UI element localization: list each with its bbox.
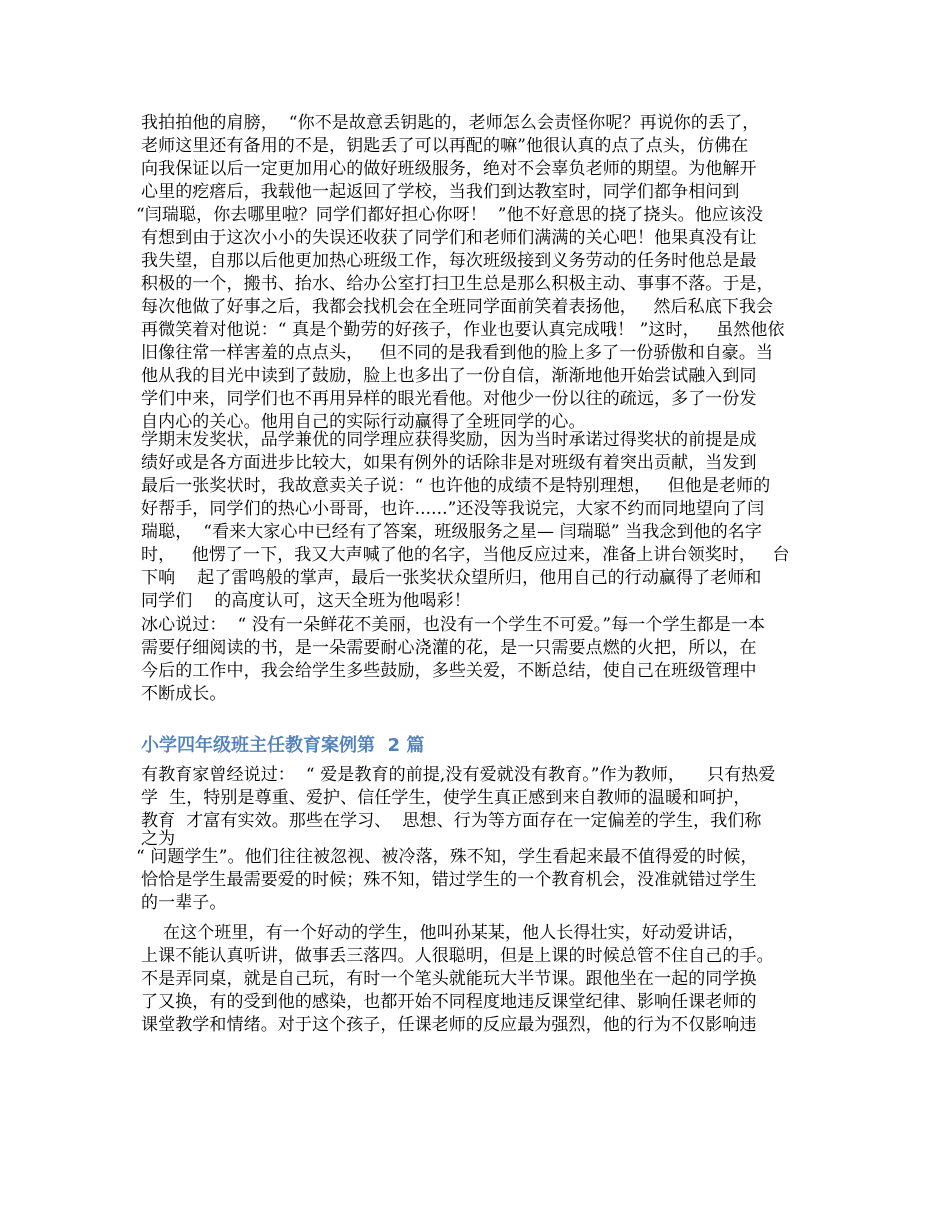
paragraph-line: 每次他做了好事之后，我都会找机会在全班同学面前笑着表扬他， 然后私底下我会 <box>141 297 774 317</box>
paragraph-line: 我拍拍他的肩膀， “你不是故意丢钥匙的，老师怎么会责怪你呢？再说你的丢了， <box>141 113 760 133</box>
paragraph-line: 有想到由于这次小小的失误还收获了同学们和老师们满满的关心吧！他果真没有让 <box>141 228 757 248</box>
paragraph-line: 旧像往常一样害羞的点点头， 但不同的是我看到他的脸上多了一份骄傲和自豪。当 <box>141 343 774 363</box>
paragraph-line: 课堂教学和情绪。对于这个孩子，任课老师的反应最为强烈，他的行为不仅影响违 <box>141 1015 757 1035</box>
paragraph-line: 老师这里还有备用的不是，钥匙丢了可以再配的嘛”他很认真的点了点头，仿佛在 <box>141 136 749 156</box>
paragraph-line: 绩好或是各方面进步比较大，如果有例外的话除非是对班级有着突出贡献，当发到 <box>141 453 757 473</box>
paragraph-line: 上课不能认真听讲，做事丢三落四。人很聪明，但是上课的时候总管不住自己的手。 <box>141 946 774 966</box>
paragraph-line: 学期末发奖状，品学兼优的同学理应获得奖励，因为当时承诺过得奖状的前提是成 <box>141 430 757 450</box>
paragraph-line: 向我保证以后一定更加用心的做好班级服务，绝对不会辜负老师的期望。为他解开 <box>141 159 757 179</box>
section-heading <box>141 733 424 759</box>
paragraph-line: 学们中来，同学们也不再用异样的眼光看他。对他少一份以往的疏远，多了一份发 <box>141 389 757 409</box>
paragraph-line: 最后一张奖状时，我故意卖关子说：“ 也许他的成绩不是特别理想， 但他是老师的 <box>141 476 771 496</box>
heading-number: 2 <box>387 734 401 756</box>
paragraph-line: 教育 才富有实效。那些在学习、 思想、行为等方面存在一定偏差的学生，我们称 <box>141 811 762 831</box>
paragraph-line: 学 生，特别是尊重、爱护、信任学生，使学生真正感到来自教师的温暖和呵护， <box>141 788 751 808</box>
paragraph-line: 冰心说过： “ 没有一朵鲜花不美丽，也没有一个学生不可爱。”每一个学生都是一本 <box>141 615 766 635</box>
paragraph-line: 时， 他愣了一下，我又大声喊了他的名字，当他反应过来，准备上讲台领奖时， 台 <box>141 545 790 565</box>
paragraph-line: 今后的工作中，我会给学生多些鼓励，多些关爱，不断总结，使自己在班级管理中 <box>141 661 757 681</box>
paragraph-line: 我失望，自那以后他更加热心班级工作，每次班级接到义务劳动的任务时他总是最 <box>141 251 757 271</box>
paragraph-line: 好帮手，同学们的热心小哥哥，也许......”还没等我说完，大家不约而同地望向了闫 <box>141 499 765 519</box>
paragraph-line: 有教育家曾经说过： “ 爱是教育的前提,没有爱就没有教育。”作为教师， 只有热爱 <box>141 765 776 785</box>
paragraph-line: “ 问题学生”。他们往往被忽视、被冷落，殊不知，学生看起来最不值得爱的时候， <box>136 847 758 867</box>
paragraph-line: 下响 起了雷鸣般的掌声，最后一张奖状众望所归，他用自己的行动赢得了老师和 <box>141 568 762 588</box>
heading-prefix: 小学四年级班主任教育案例第 <box>141 734 388 756</box>
paragraph-line: 恰恰是学生最需要爱的时候；殊不知，错过学生的一个教育机会，没准就错过学生 <box>141 870 757 890</box>
paragraph-line: “闫瑞聪，你去哪里啦？同学们都好担心你呀！ ”他不好意思的挠了挠头。他应该没 <box>136 205 764 225</box>
paragraph-line: 瑞聪， “看来大家心中已经有了答案，班级服务之星— 闫瑞聪” 当我念到他的名字 <box>141 522 762 542</box>
paragraph-line: 再微笑着对他说：“ 真是个勤劳的好孩子，作业也要认真完成哦！ ”这时， 虽然他依 <box>141 320 785 340</box>
paragraph-line: 不断成长。 <box>141 684 227 704</box>
paragraph-line: 自内心的关心。他用自己的实际行动赢得了全班同学的心。 <box>141 412 586 432</box>
paragraph-line: 同学们 的高度认可，这天全班为他喝彩！ <box>141 591 471 611</box>
paragraph-line: 积极的一个，搬书、抬水、给办公室打扫卫生总是那么积极主动、事事不落。于是， <box>141 274 774 294</box>
paragraph-line: 在这个班里，有一个好动的学生，他叫孙某某，他人长得壮实，好动爱讲话， <box>141 923 745 943</box>
paragraph-line: 需要仔细阅读的书，是一朵需要耐心浇灌的花，是一只需要点燃的火把，所以，在 <box>141 638 757 658</box>
paragraph-line: 不是弄同桌，就是自己玩，有时一个笔头就能玩大半节课。跟他坐在一起的同学换 <box>141 969 757 989</box>
paragraph-line: 之为 <box>141 829 176 849</box>
paragraph-line: 心里的疙瘩后，我载他一起返回了学校，当我们到达教室时，同学们都争相问到 <box>141 182 740 202</box>
paragraph-line: 了又换，有的受到他的感染，也都开始不同程度地违反课堂纪律、影响任课老师的 <box>141 992 757 1012</box>
heading-suffix: 篇 <box>400 734 425 756</box>
paragraph-line: 他从我的目光中读到了鼓励，脸上也多出了一份自信，渐渐地他开始尝试融入到同 <box>141 366 757 386</box>
paragraph-line: 的一辈子。 <box>141 893 227 913</box>
